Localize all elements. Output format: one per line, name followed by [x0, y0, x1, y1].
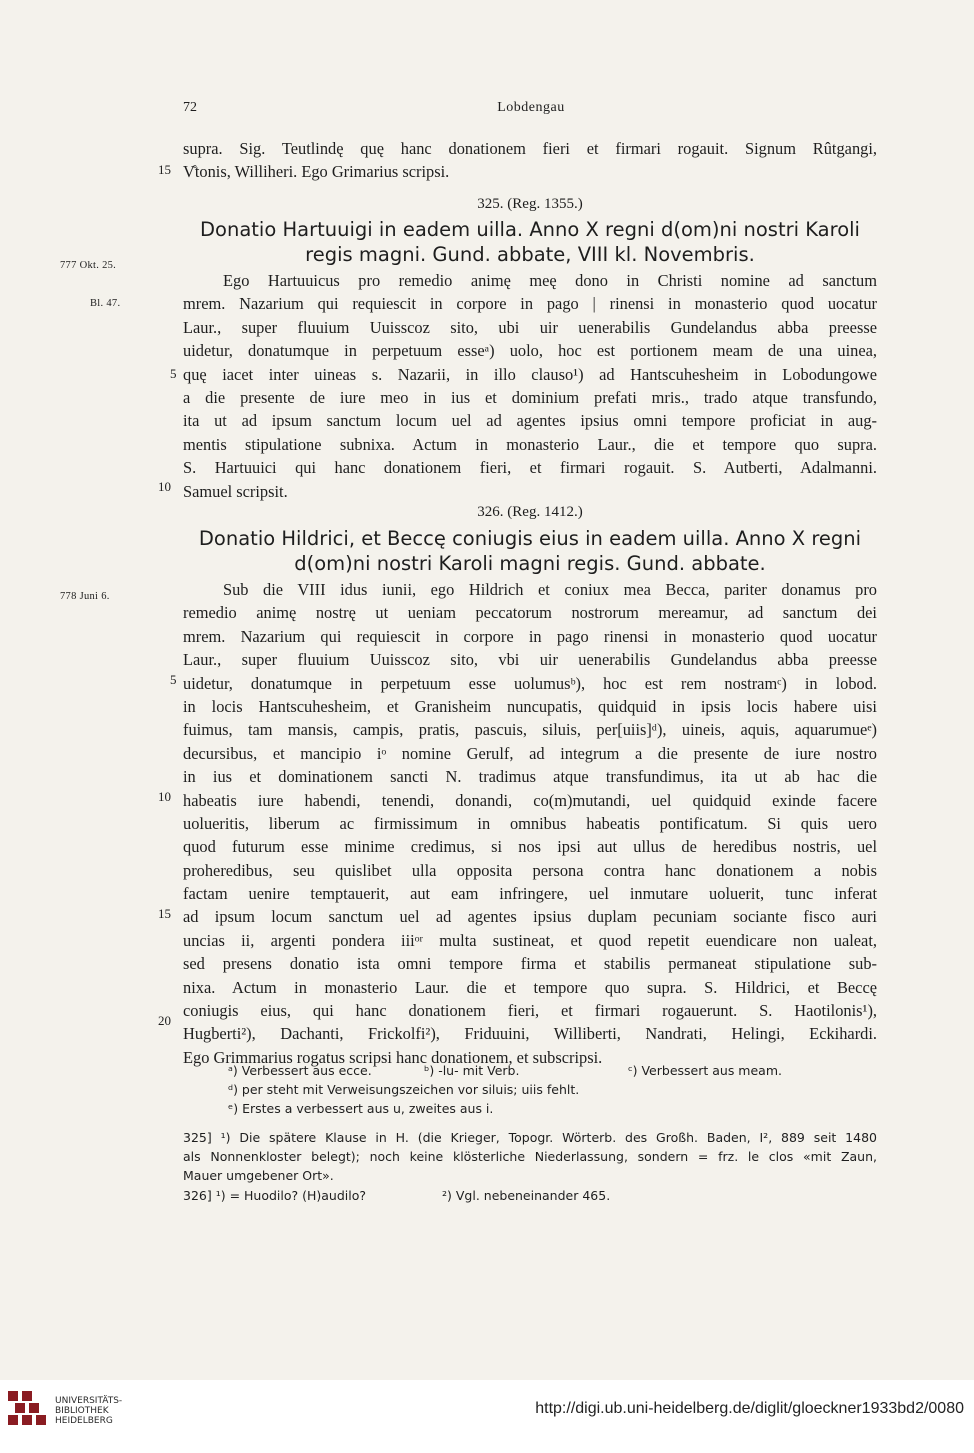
line-number: 5 — [170, 366, 177, 381]
apparatus-note-a: ᵃ) Verbessert aus ecce. — [228, 1063, 372, 1078]
note-line: 325] ¹) Die spätere Klause in H. (die Krieger, Topogr. Wörterb. des Großh. Baden, I², 889 seit 1480 — [183, 1130, 877, 1145]
text-line: Laur., super fluuium Uuisscoz sito, ubi uir uenerabilis Gundelandus abba preesse — [183, 317, 877, 337]
margin-date: 777 Okt. 25. — [60, 260, 117, 271]
note-line: als Nonnenkloster belegt); noch keine klösterliche Niederlassung, sondern = frz. le clos «mit Zaun, — [183, 1149, 877, 1164]
heading-line: Donatio Hildrici, et Beccę coniugis eius in eadem uilla. Anno X regni — [198, 527, 862, 550]
library-name: UNIVERSITÄTS- BIBLIOTHEK HEIDELBERG — [55, 1396, 123, 1426]
apparatus-note-e: ᵉ) Erstes a verbessert aus u, zweites aus i. — [228, 1101, 494, 1116]
line-number: 10 — [158, 789, 171, 804]
text-line: a die presente de iure meo in ius et dominium prefati mris., trado atque transfundo, — [183, 387, 877, 407]
doc-325-number: 325. (Reg. 1355.) — [477, 196, 583, 212]
text-line: ita ut ad ipsum sanctum locum uel ad agentes ipsius omni tempore proficiat in aug- — [183, 411, 877, 431]
text-line: fuimus, tam mansis, campis, pratis, pascuis, siluis, per[uiis]ᵈ), uineis, aquis, aquarumueᵉ) — [183, 720, 877, 740]
text-line: uidetur, donatumque in perpetuum esse uolumusᵇ), hoc est rem nostramᶜ) in lobod. — [183, 673, 877, 693]
doc-326-heading — [183, 526, 877, 576]
text-line: Samuel scripsit. — [183, 481, 288, 501]
text-line: habeatis iure habendi, tenendi, donandi, co(m)mutandi, uel quidquid exinde facere — [183, 790, 877, 810]
line-number: 15 — [158, 162, 171, 177]
line-number: 10 — [158, 479, 171, 494]
library-logo-icon — [8, 1391, 48, 1435]
apparatus-note-b: ᵇ) -lu- mit Verb. — [424, 1063, 520, 1078]
text-line: Laur., super fluuium Uuisscoz sito, vbi uir uenerabilis Gundelandus abba preesse — [183, 650, 877, 670]
text-line: uncias ii, argenti pondera iiiᵒʳ multa sustineat, et quod repetit euendicare non ualeat, — [183, 930, 877, 950]
source-url-link[interactable]: http://digi.ub.uni-heidelberg.de/diglit/gloeckner1933bd2/0080 — [535, 1400, 964, 1417]
text-line: uolueritis, liberum ac firmissimum in omnibus habeatis pontificatum. Si quis uero — [183, 813, 877, 833]
text-line: coniugis eius, qui hanc donationem fieri, et firmari rogauerunt. S. Haotilonis¹), — [183, 1001, 877, 1021]
text-line: proheredibus, seu quislibet ulla opposita persona contra hanc donationem a nobis — [183, 860, 877, 880]
text-line: Ego Hartuuicus pro remedio animę meę dono in Christi nomine ad sanctum — [223, 271, 877, 290]
text-line: mrem. Nazarium qui requiescit in corpore in pago rinensi in monasterio quod uocatur — [183, 626, 877, 646]
text-line: decursibus, et mancipio iᵒ nomine Gerulf, ad integrum a die presente de iure nostro — [183, 743, 877, 763]
doc-326-number: 326. (Reg. 1412.) — [477, 504, 583, 520]
heading-line: d(om)ni nostri Karoli magni regis. Gund. abbate. — [294, 552, 766, 575]
note-326-a: 326] ¹) = Huodilo? (H)audilo? — [183, 1188, 367, 1203]
text-line: ad ipsum locum sanctum uel ad agentes ipsius duplam pecuniam sociante fisco auri — [183, 907, 877, 927]
line-number: 5 — [170, 672, 177, 687]
running-title: Lobdengau — [497, 100, 565, 115]
text-line: uidetur, donatumque in perpetuum esseᵃ) uolo, hoc est portionem meam de una uinea, — [183, 341, 877, 361]
text-line: remedio animę nostrę ut ueniam peccatorum nostrorum mereamur, ad sanctum dei — [183, 603, 877, 623]
page-number: 72 — [183, 100, 197, 115]
footer-bar — [0, 1380, 974, 1453]
doc-326-body — [183, 578, 877, 1069]
intro-text — [183, 137, 877, 184]
text-line: factam uenire temptauerit, aut eam infringere, uel inmutare uoluerit, tunc inferat — [183, 884, 877, 904]
doc-325-heading — [183, 217, 877, 267]
text-line: Hugberti²), Dachanti, Frickolfi²), Friduuini, Williberti, Nandrati, Helingi, Eckihardi. — [183, 1024, 877, 1044]
text-line: mrem. Nazarium qui requiescit in corpore in pago | rinensi in monasterio quod uocatur — [183, 294, 877, 314]
margin-ref: Bl. 47. — [90, 298, 121, 309]
text-line: nixa. Actum in monasterio Laur. die et tempore quo supra. S. Hildrici, et Beccę — [183, 977, 877, 997]
note-326-b: ²) Vgl. nebeneinander 465. — [442, 1188, 611, 1203]
text-line: mentis stipulatione subnixa. Actum in monasterio Laur., die et tempore quo supra. — [183, 434, 877, 454]
margin-date: 778 Juni 6. — [60, 591, 110, 602]
doc-325-body — [183, 269, 877, 503]
text-line: V̊tonis, Williheri. Ego Grimarius scripsi. — [183, 162, 450, 182]
text-line: supra. Sig. Teutlindę quę hanc donationem fieri et firmari rogauit. Signum Rûtgangi, — [183, 139, 877, 158]
apparatus-note-c: ᶜ) Verbessert aus meam. — [628, 1063, 782, 1078]
text-line: Sub die VIII idus iunii, ego Hildrich et coniux mea Becca, pariter donamus pro — [223, 580, 877, 599]
line-number: 20 — [158, 1013, 171, 1028]
text-line: S. Hartuuici qui hanc donationem fieri, et firmari rogauit. S. Autberti, Adalmanni. — [183, 458, 877, 478]
text-line: in locis Hantscuhesheim, et Granisheim nuncupatis, quidquid in ipsis locis habere uisi — [183, 696, 877, 716]
note-325 — [183, 1128, 877, 1185]
line-number: 15 — [158, 906, 171, 921]
heading-line: regis magni. Gund. abbate, VIII kl. Novembris. — [305, 243, 755, 266]
apparatus-note-d: ᵈ) per steht mit Verweisungszeichen vor siluis; uiis fehlt. — [228, 1082, 580, 1097]
text-line: in ius et dominationem sancti N. tradimus atque transfundimus, ita ut ab hac die — [183, 767, 877, 787]
text-line: quę iacet inter uineas s. Nazarii, in illo clauso¹) ad Hantscuhesheim in Lobodungowe — [183, 364, 877, 384]
text-line: Ego Grimmarius rogatus scripsi hanc donationem, et subscripsi. — [183, 1047, 603, 1067]
text-line: sed presens donatio ista omni tempore firma et stabilis permaneat stipulatione sub- — [183, 954, 877, 974]
text-line: quod futurum esse minime credimus, si nos ipsi aut ullus de heredibus nostris, uel — [183, 837, 877, 857]
note-line: Mauer umgebener Ort». — [183, 1168, 334, 1183]
heading-line: Donatio Hartuuigi in eadem uilla. Anno X regni d(om)ni nostri Karoli — [200, 218, 860, 241]
